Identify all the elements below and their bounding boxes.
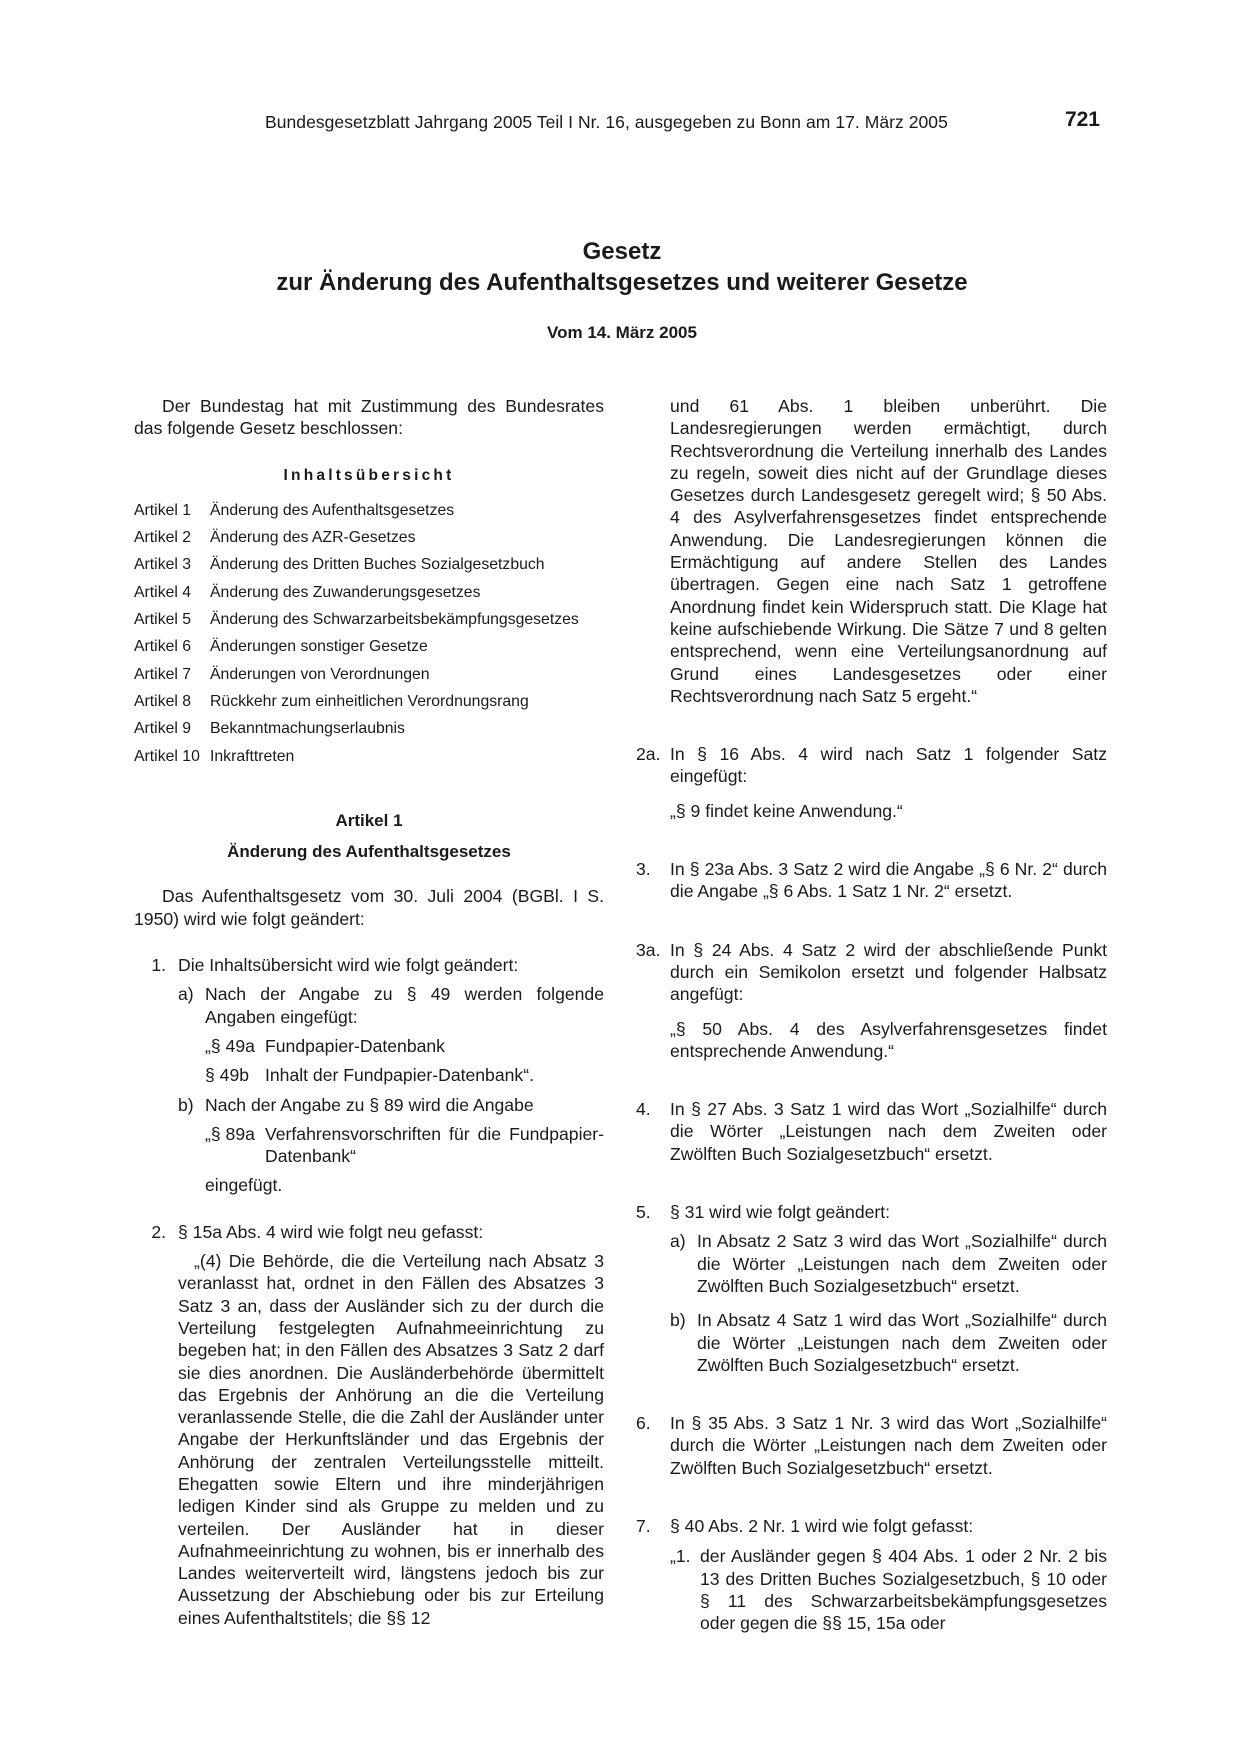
title-line-1: Gesetz	[582, 238, 662, 265]
toc-row	[134, 497, 604, 524]
article-1-title: Artikel 1	[335, 810, 403, 830]
sub-end-text: eingefügt.	[205, 1175, 283, 1196]
law-date: Vom 14. März 2005	[547, 323, 697, 342]
entry-key: „§ 89a	[205, 1123, 255, 1144]
entry-key: § 49b	[205, 1065, 250, 1086]
item-number: 3a.	[636, 939, 661, 960]
toc-label: Änderung des Zuwanderungsgesetzes	[210, 583, 481, 601]
item-number: 5.	[636, 1202, 651, 1223]
continued-quote: und 61 Abs. 1 bleiben unberührt. Die Landesregierungen werden ermächtigt, durch Rechtsverordnung die Verteilung innerhalb des Landes zu regeln, soweit dies nicht auf der Grundlage dieses Gesetzes durch Landesgesetz geregelt wird; § 50 Abs. 4 des Asylverfahrensgesetzes findet entsprechende Anwendung. Die Landesregierungen können die Ermächtigung auf andere Stellen des Landes übertragen. Gegen eine nach Satz 1 getroffene Anordnung findet kein Widerspruch statt. Die Klage hat keine aufschiebende Wirkung. Die Sätze 7 und 8 gelten entsprechend, wenn eine Verteilungsanordnung auf Grund eines Landesgesetzes oder einer Rechtsverordnung nach Satz 5 ergeht.“	[670, 396, 1107, 706]
toc-label: Änderung des Schwarzarbeitsbekämpfungsgesetzes	[210, 611, 579, 629]
item-text: § 15a Abs. 4 wird wie folgt neu gefasst:	[178, 1221, 484, 1242]
toc-row	[134, 661, 604, 688]
table-of-contents	[134, 497, 604, 770]
item-number: 7.	[636, 1515, 651, 1536]
entry-value: Verfahrensvorschriften für die Fundpapier-Datenbank“	[265, 1123, 604, 1167]
sub-letter: b)	[178, 1094, 194, 1115]
running-header	[265, 108, 1100, 136]
running-title: Bundesgesetzblatt Jahrgang 2005 Teil I Nr. 16, ausgegeben zu Bonn am 17. März 2005	[265, 112, 948, 132]
toc-label: Änderungen sonstiger Gesetze	[210, 638, 428, 656]
amendment-item-6	[636, 1412, 1107, 1479]
item-number: 2.	[151, 1221, 166, 1242]
entry-text: der Ausländer gegen § 404 Abs. 1 oder 2 Nr. 2 bis 13 des Dritten Buches Sozialgesetzbuch, § 10 oder § 11 des Schwarzarbeitsbekämpfungsgesetzes oder gegen die §§ 15, 15a oder	[700, 1546, 1107, 1634]
entry-value: Inhalt der Fundpapier-Datenbank“.	[265, 1065, 534, 1086]
sub-letter: a)	[178, 984, 194, 1005]
amendment-item-3a	[636, 939, 1107, 1062]
entry-key: „§ 49a	[205, 1035, 255, 1056]
toc-article: Artikel 8	[134, 692, 192, 710]
toc-article: Artikel 6	[134, 638, 192, 656]
amendment-item-7	[636, 1515, 1107, 1634]
sub-text: In Absatz 2 Satz 3 wird das Wort „Sozialhilfe“ durch die Wörter „Leistungen nach dem Zweiten oder Zwölften Buch Sozialgesetzbuch“ ersetzt.	[697, 1231, 1107, 1296]
item-text: In § 16 Abs. 4 wird nach Satz 1 folgender Satz eingefügt:	[670, 744, 1107, 787]
amendment-item-5	[636, 1201, 1107, 1376]
toc-label: Änderung des AZR-Gesetzes	[210, 529, 416, 547]
amendment-item-3	[636, 858, 1107, 903]
article-1-subtitle: Änderung des Aufenthaltsgesetzes	[227, 842, 511, 862]
entry-key: „1.	[670, 1546, 691, 1567]
toc-heading: Inhaltsübersicht	[283, 466, 455, 484]
entry-value: Fundpapier-Datenbank	[265, 1035, 445, 1056]
item-text: In § 24 Abs. 4 Satz 2 wird der abschließende Punkt durch ein Semikolon ersetzt und folgender Halbsatz angefügt:	[670, 939, 1107, 1005]
sub-letter: b)	[670, 1310, 686, 1331]
item-text: In § 23a Abs. 3 Satz 2 wird die Angabe „§ 6 Nr. 2“ durch die Angabe „§ 6 Abs. 1 Satz 1 Nr. 2“ ersetzt.	[670, 859, 1107, 902]
toc-label: Inkrafttreten	[210, 747, 295, 765]
sub-text: Nach der Angabe zu § 89 wird die Angabe	[205, 1094, 534, 1115]
article-1-intro: Das Aufenthaltsgesetz vom 30. Juli 2004 (BGBl. I S. 1950) wird wie folgt geändert:	[134, 886, 604, 929]
item-number: 1.	[151, 955, 166, 976]
sub-item-b	[178, 1094, 604, 1197]
sub-item-b	[670, 1309, 1107, 1376]
toc-row	[134, 715, 604, 742]
amendment-item-1	[134, 954, 604, 1197]
law-title	[0, 236, 1244, 298]
toc-article: Artikel 4	[134, 583, 192, 601]
quoted-list-entry	[670, 1545, 1107, 1634]
item-number: 3.	[636, 859, 651, 880]
inserted-entry	[205, 1064, 604, 1086]
toc-article: Artikel 5	[134, 611, 192, 629]
amendment-item-2a	[636, 743, 1107, 822]
toc-row	[134, 743, 604, 770]
toc-label: Rückkehr zum einheitlichen Verordnungsrang	[210, 692, 529, 710]
sub-item-a	[178, 983, 604, 1086]
toc-row	[134, 551, 604, 578]
toc-row	[134, 688, 604, 715]
toc-label: Änderung des Aufenthaltsgesetzes	[210, 501, 455, 519]
item-text: § 31 wird wie folgt geändert:	[670, 1202, 891, 1223]
left-column	[134, 395, 604, 1629]
item-quote: „§ 50 Abs. 4 des Asylverfahrensgesetzes findet entsprechende Anwendung.“	[670, 1018, 1107, 1061]
amendment-item-2	[134, 1221, 604, 1629]
sub-text: In Absatz 4 Satz 1 wird das Wort „Sozialhilfe“ durch die Wörter „Leistungen nach dem Zweiten oder Zwölften Buch Sozialgesetzbuch“ ersetzt.	[697, 1310, 1107, 1375]
item-number: 2a.	[636, 744, 661, 765]
item-text: § 40 Abs. 2 Nr. 1 wird wie folgt gefasst:	[670, 1515, 974, 1536]
amendment-item-4	[636, 1098, 1107, 1165]
toc-row	[134, 579, 604, 606]
item-text: In § 27 Abs. 3 Satz 1 wird das Wort „Sozialhilfe“ durch die Wörter „Leistungen nach dem Zweiten oder Zwölften Buch Sozialgesetzbuch“ ersetzt.	[670, 1099, 1107, 1164]
inserted-entry	[205, 1035, 604, 1057]
item-text: Die Inhaltsübersicht wird wie folgt geändert:	[178, 955, 519, 976]
sub-letter: a)	[670, 1231, 686, 1252]
right-column	[636, 395, 1107, 1634]
sub-item-a	[670, 1230, 1107, 1297]
toc-article: Artikel 7	[134, 665, 192, 683]
toc-article: Artikel 10	[134, 747, 200, 765]
toc-row	[134, 606, 604, 633]
page-number: 721	[1064, 108, 1100, 131]
toc-label: Änderungen von Verordnungen	[210, 665, 430, 683]
inserted-entry	[205, 1123, 604, 1168]
item-quote: „§ 9 findet keine Anwendung.“	[670, 800, 903, 821]
toc-row	[134, 633, 604, 660]
toc-article: Artikel 9	[134, 720, 192, 738]
quoted-paragraph: „(4) Die Behörde, die die Verteilung nach Absatz 3 veranlasst hat, ordnet in den Fällen des Absatzes 3 Satz 3 an, dass der Ausländer sich zu der durch die Verteilung festgelegten Aufnahmeeinrichtung zu begeben hat; in den Fällen des Absatzes 3 Satz 2 darf sie dies anordnen. Die Ausländerbehörde übermittelt das Ergebnis der Anhörung an die die Verteilung veranlassende Stelle, die die Zahl der Ausländer unter Angabe der Herkunftsländer und das Ergebnis der Anhörung der zentralen Verteilungsstelle mitteilt. Ehegatten sowie Eltern und ihre minderjährigen ledigen Kinder sind als Gruppe zu melden und zu verteilen. Der Ausländer hat in dieser Aufnahmeeinrichtung zu wohnen, bis er innerhalb des Landes weiterverteilt wird, längstens jedoch bis zur Aussetzung der Abschiebung oder bis zur Erteilung eines Aufenthaltstitels; die §§ 12	[178, 1251, 604, 1628]
item-number: 6.	[636, 1413, 651, 1434]
toc-article: Artikel 2	[134, 529, 192, 547]
toc-row	[134, 524, 604, 551]
toc-article: Artikel 3	[134, 556, 192, 574]
title-line-2: zur Änderung des Aufenthaltsgesetzes und weiterer Gesetze	[276, 269, 968, 296]
item-number: 4.	[636, 1099, 651, 1120]
toc-label: Änderung des Dritten Buches Sozialgesetzbuch	[210, 556, 545, 574]
toc-article: Artikel 1	[134, 501, 192, 519]
sub-text: Nach der Angabe zu § 49 werden folgende Angaben eingefügt:	[205, 984, 604, 1027]
toc-label: Bekanntmachungserlaubnis	[210, 720, 405, 738]
item-text: In § 35 Abs. 3 Satz 1 Nr. 3 wird das Wort „Sozialhilfe“ durch die Wörter „Leistungen nach dem Zweiten oder Zwölften Buch Sozialgesetzbuch“ ersetzt.	[670, 1413, 1107, 1478]
preamble: Der Bundestag hat mit Zustimmung des Bundesrates das folgende Gesetz beschlossen:	[134, 396, 604, 439]
